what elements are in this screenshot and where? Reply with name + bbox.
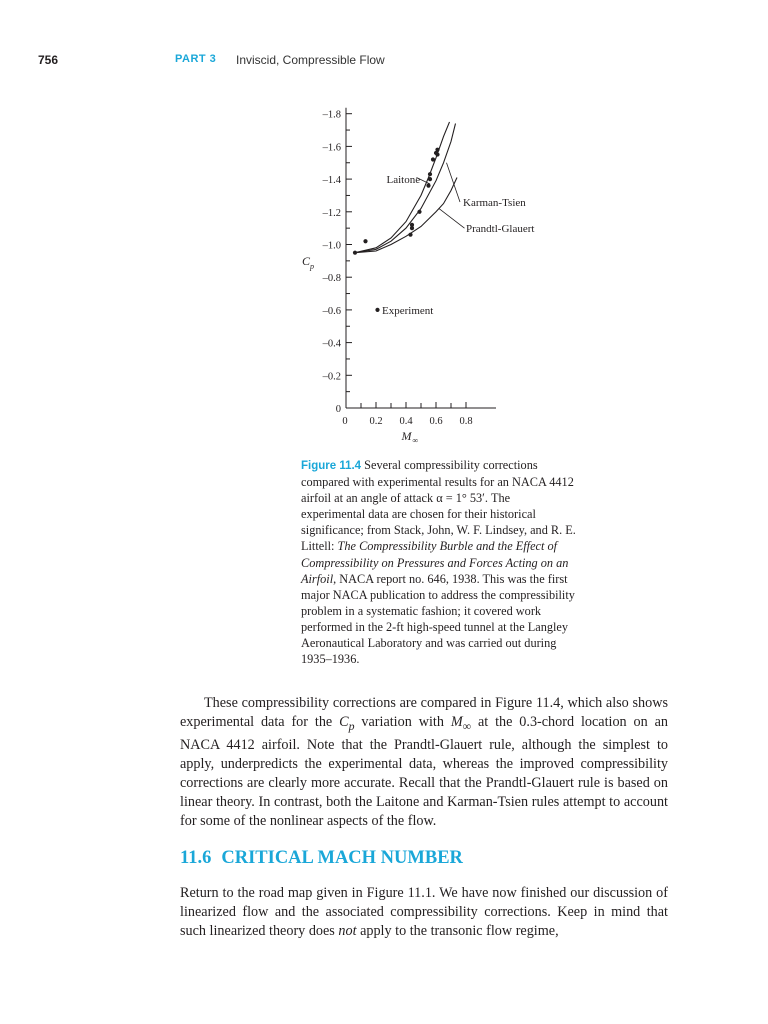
x-tick-label: 0 — [342, 416, 348, 427]
x-tick-label: 0.6 — [429, 416, 443, 427]
para2-emphasis-not: not — [338, 923, 357, 939]
running-head — [38, 53, 738, 73]
para1-text-b: variation with — [354, 714, 451, 730]
x-tick-label: 0.4 — [399, 416, 413, 427]
legend-experiment-marker — [375, 308, 379, 312]
part-title: Inviscid, Compressible Flow — [236, 53, 385, 67]
y-axis-label-subscript: p — [310, 261, 314, 271]
section-number: 11.6 — [180, 848, 212, 868]
caption-text-2: , NACA report no. 646, 1938. This was the first major NACA publication to address the compressibility problem in a systematic fashion; it covered work performed in the 2-ft high-speed tunnel at the Langley Aeronautical Laboratory and was carried out during 1935–1936. — [301, 571, 575, 667]
annotation-laitone: Laitone — [386, 174, 421, 187]
y-tick-label: –1.0 — [322, 240, 341, 252]
y-tick-label: 0 — [335, 404, 341, 415]
experiment-point — [431, 157, 435, 161]
para2-text-a: Return to the road map given in Figure 11.1. We have now finished our discussion of linearized flow and the associated compressibility corrections. Keep in mind that such linearized theory does — [180, 885, 668, 939]
experiment-point — [428, 172, 432, 176]
experiment-point — [408, 233, 412, 237]
para1-mach-symbol: M — [450, 714, 463, 730]
x-tick-label: 0.2 — [369, 416, 383, 427]
y-tick-label: –0.6 — [322, 305, 341, 317]
experiment-point — [353, 251, 357, 255]
y-tick-label: –1.2 — [322, 207, 341, 219]
section-heading — [180, 848, 463, 869]
para1-text-c: at the 0.3-chord location on an NACA 4412 airfoil. Note that the Prandtl-Glauert rule, although the simplest to apply, underpredicts the experimental data, whereas the improved compressibility corrections are clearly more accurate. Recall that the Prandtl-Glauert rule is based on linear theory. In contrast, both the Laitone and Karman-Tsien rules attempt to account for some of the nonlinear aspects of the flow. — [180, 714, 668, 829]
para1-text-a: These compressibility corrections are compared in Figure 11.4, which also shows experimental data for the — [180, 695, 668, 730]
experiment-point — [428, 177, 432, 181]
experiment-point — [435, 148, 439, 152]
part-label: PART 3 — [175, 53, 217, 65]
cp-vs-mach-chart — [280, 100, 550, 445]
body-paragraph-2 — [180, 884, 668, 941]
para1-cp-subscript: p — [348, 718, 355, 733]
experiment-point — [417, 210, 421, 214]
page-number: 756 — [38, 53, 59, 67]
y-tick-label: –0.4 — [322, 338, 341, 350]
experiment-point — [426, 184, 430, 188]
x-axis-label-subscript: ∞ — [412, 436, 419, 445]
figure-label: Figure 11.4 — [301, 460, 362, 472]
annotation-prandtl-glauert: Prandtl-Glauert — [466, 223, 535, 236]
para2-text-b: apply to the transonic flow regime, — [356, 923, 559, 939]
y-tick-label: –0.8 — [322, 273, 341, 285]
y-tick-label: –1.8 — [322, 109, 341, 121]
y-tick-label: –1.6 — [322, 142, 341, 154]
caption-text-1: Several compressibility corrections compared with experimental results for an NACA 4412 airfoil at an angle of attack α = 1° 53′. The experimental data are chosen for their historical significance; from Stack, John, W. F. Lindsey, and R. E. Littell: — [301, 458, 576, 554]
leader-prandtl-glauert — [439, 209, 465, 229]
x-tick-label: 0.8 — [459, 416, 473, 427]
para1-mach-subscript: ∞ — [462, 718, 472, 733]
series-curve-laitone — [355, 122, 450, 253]
y-tick-label: –1.4 — [322, 175, 341, 187]
legend-experiment-label: Experiment — [382, 304, 434, 317]
y-axis-label: C — [302, 253, 311, 268]
para1-cp-symbol: C — [339, 714, 349, 730]
x-axis-label: M — [401, 429, 412, 443]
section-title: CRITICAL MACH NUMBER — [221, 848, 463, 868]
experiment-point — [410, 223, 414, 227]
figure-caption — [301, 457, 576, 667]
experiment-point — [435, 152, 439, 156]
y-tick-label: –0.2 — [322, 371, 341, 383]
series-curve-prandtl-glauert — [355, 178, 457, 253]
experiment-point — [363, 239, 367, 243]
body-paragraph-1 — [180, 694, 668, 831]
leader-karman-tsien — [447, 163, 461, 202]
annotation-karman-tsien: Karman-Tsien — [463, 196, 526, 209]
caption-cited-title: The Compressibility Burble and the Effect of Compressibility on Pressures and Forces Acting on an Airfoil — [301, 539, 569, 586]
series-curve-karman-tsien — [355, 124, 456, 253]
